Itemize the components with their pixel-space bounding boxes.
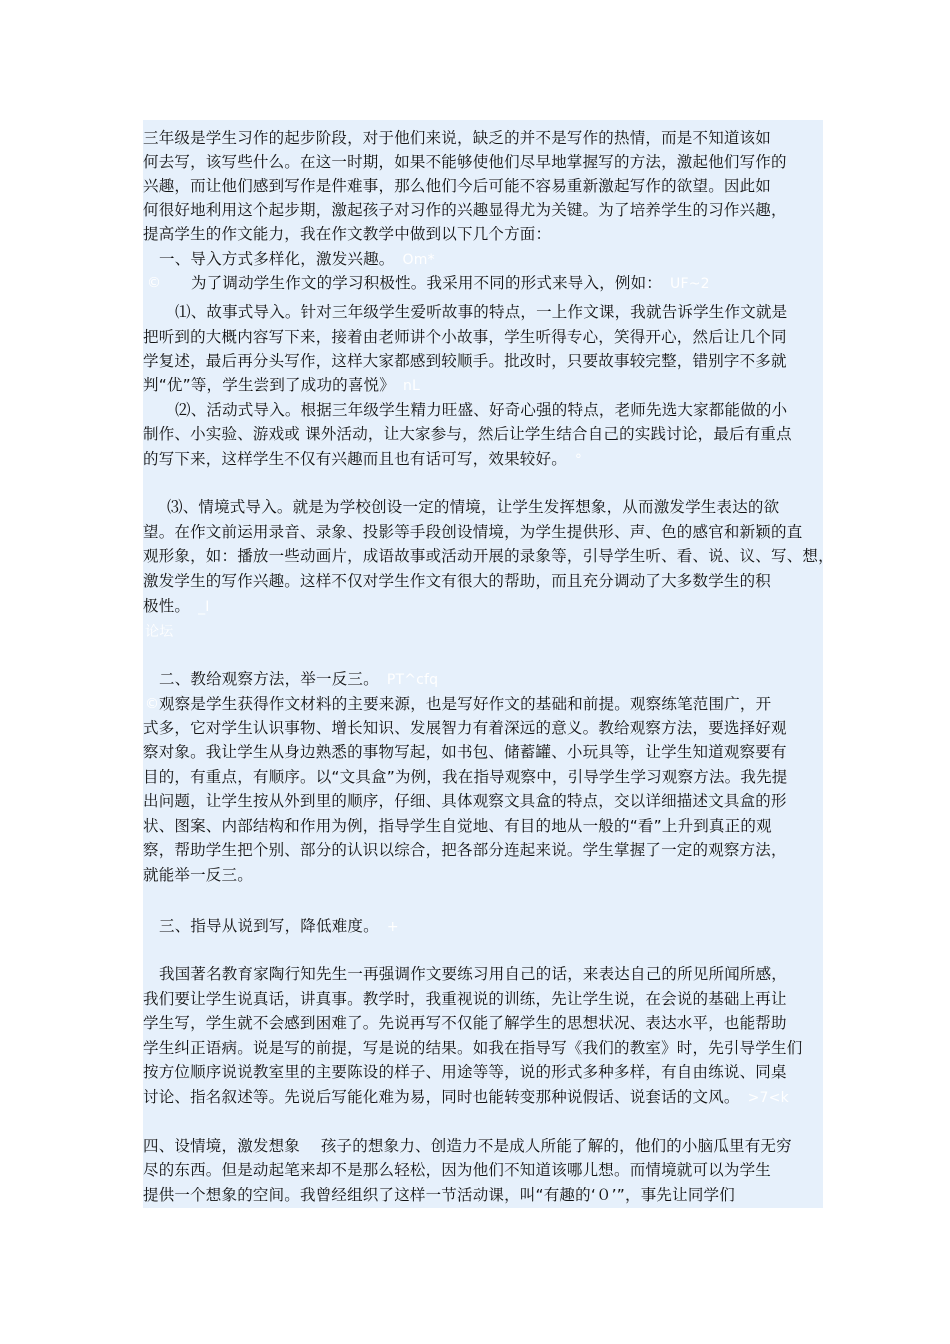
paragraph-line: 讨论、指名叙述等。先说后写能化难为易，同时也能转变那种说假话、说套话的文风。 >7<k [143,1088,789,1106]
paragraph-line: 出问题，让学生按从外到里的顺序，仔细、具体观察文具盒的特点，交以详细描述文具盒的形 [143,792,787,810]
paragraph-line: ⑵、活动式导入。根据三年级学生精力旺盛、好奇心强的特点，老师先选大家都能做的小 [175,401,788,419]
paragraph-line: 尽的东西。但是动起笔来却不是那么轻松，因为他们不知道该哪儿想。而情境就可以为学生 [143,1161,772,1179]
paragraph-line: 按方位顺序说说教室里的主要陈设的样子、用途等等，说的形式多种多样，有自由练说、同桌 [143,1063,787,1081]
paragraph-line: 学生纠正语病。说是写的前提，写是说的结果。如我在指导写《我们的教室》时，先引导学生们 [143,1039,803,1057]
paragraph-line: 目的，有重点，有顺序。以“文具盒”为例，我在指导观察中，引导学生学习观察方法。我先提 [143,768,788,786]
margin-mark: © [145,696,160,712]
paragraph-line: 把听到的大概内容写下来，接着由老师讲个小故事，学生听得专心，笑得开心，然后让几个同 [143,328,787,346]
paragraph-line: ⑴、故事式导入。针对三年级学生爱听故事的特点，一上作文课，我就告诉学生作文就是 [175,303,788,321]
paragraph-line: 我们要让学生说真话，讲真事。教学时，我重视说的训练，先让学生说，在会说的基础上再让 [143,990,787,1008]
paragraph-line: 激发学生的写作兴趣。这样不仅对学生作文有很大的帮助，而且充分调动了大多数学生的积 [143,572,772,590]
paragraph-line: 望。在作文前运用录音、录象、投影等手段创设情境，为学生提供形、声、色的感官和新颖的直 [143,523,803,541]
paragraph-line: 制作、小实验、游戏或 课外活动，让大家参与，然后让学生结合自己的实践讨论，最后有重点 [143,425,792,443]
section-1-lead: 为了调动学生作文的学习积极性。我采用不同的形式来导入，例如： UF~2 [191,274,710,292]
ghost-mark: 论坛 [145,624,174,640]
paragraph-line: 状、图案、内部结构和作用为例，指导学生自觉地、有目的地从一般的“看”上升到真正的观 [143,817,772,835]
ghost-mark: >7<k [747,1090,789,1106]
paragraph-line: 四、设情境，激发想象 孩子的想象力、创造力不是成人所能了解的，他们的小脑瓜里有无穷 [143,1137,792,1155]
paragraph-line: 察对象。我让学生从身边熟悉的事物写起，如书包、储蓄罐、小玩具等，让学生知道观察要有 [143,743,787,761]
ghost-mark: ° [574,452,583,468]
intro-line: 提高学生的作文能力，我在作文教学中做到以下几个方面： [143,225,552,243]
document-page [143,120,834,1208]
paragraph-line: 学复述，最后再分头写作，这样大家都感到较顺手。批改时，只要故事较完整，错别字不多就 [143,352,787,370]
section-2-heading: 二、教给观察方法，举一反三。 PT^cfq [159,670,439,688]
ghost-mark: UF~2 [670,276,710,292]
intro-line: 何去写，该写些什么。在这一时期，如果不能够使他们尽早地掌握写的方法，激起他们写作的 [143,153,787,171]
ghost-mark: PT^cfq [386,672,439,688]
paragraph-line: 提供一个想象的空间。我曾经组织了这样一节活动课，叫“有趣的‘０’”，事先让同学们 [143,1186,735,1204]
paragraph-line: 式多，它对学生认识事物、增长知识、发展智力有着深远的意义。教给观察方法，要选择好观 [143,719,787,737]
section-3-heading: 三、指导从说到写，降低难度。 + [159,917,399,935]
paragraph-line: 就能举一反三。 [143,866,253,884]
paragraph-line: ⑶、情境式导入。就是为学校创设一定的情境，让学生发挥想象，从而激发学生表达的欲 [167,498,780,516]
paragraph-line: 的写下来，这样学生不仅有兴趣而且也有话可写，效果较好。 ° [143,450,583,468]
ghost-mark: Om* [402,252,435,268]
paragraph-line: 察，帮助学生把个别、部分的认识以综合，把各部分连起来说。学生掌握了一定的观察方法， [143,841,787,859]
section-1-heading: 一、导入方式多样化，激发兴趣。 Om* [159,250,435,268]
paragraph-line: 观形象，如：播放一些动画片，成语故事或活动开展的录象等，引导学生听、看、说、议、写、想， [143,547,834,565]
ghost-mark: nL [402,378,421,394]
ghost-mark: _I [198,599,210,615]
paragraph-line: 观察是学生获得作文材料的主要来源，也是写好作文的基础和前提。观察练笔范围广，开 [159,695,772,713]
paragraph-line: 学生写，学生就不会感到困难了。先说再写不仅能了解学生的思想状况、表达水平，也能帮助 [143,1014,787,1032]
intro-line: 兴趣，而让他们感到写作是件难事，那么他们今后可能不容易重新激起写作的欲望。因此如 [143,177,772,195]
intro-line: 三年级是学生习作的起步阶段，对于他们来说，缺乏的并不是写作的热情，而是不知道该如 [143,129,772,147]
paragraph-line: 我国著名教育家陶行知先生一再强调作文要练习用自己的话，来表达自己的所见所闻所感， [159,965,788,983]
paragraph-line: 极性。 _I [143,597,210,615]
intro-line: 何很好地利用这个起步期，激起孩子对习作的兴趣显得尤为关键。为了培养学生的习作兴趣， [143,201,787,219]
margin-mark: © [147,275,162,291]
paragraph-line: 判“优”等，学生尝到了成功的喜悦》 nL [143,376,421,394]
ghost-mark: + [386,919,399,935]
